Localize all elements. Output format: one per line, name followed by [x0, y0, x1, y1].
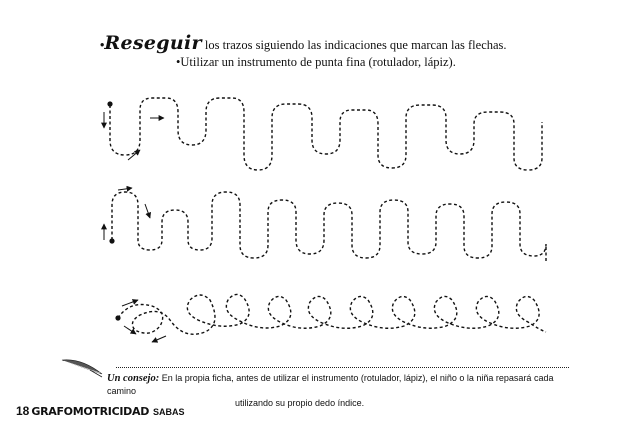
- instruction-bullet: •: [100, 38, 105, 52]
- tracing-row-3[interactable]: [115, 294, 546, 342]
- instruction-line-1-text: los trazos siguiendo las indicaciones que marcan las flechas.: [204, 38, 507, 52]
- book-brand: GRAFOMOTRICIDAD: [31, 405, 150, 418]
- instruction-line-2: •Utilizar un instrumento de punta fina (rotulador, lápiz).: [176, 55, 456, 69]
- tip-divider: [116, 367, 569, 368]
- instruction-lead-word: Reseguir: [104, 32, 202, 54]
- direction-arrow-icon: [124, 326, 136, 334]
- direction-arrow-icon: [128, 150, 140, 160]
- start-dot-icon: [107, 101, 112, 106]
- tracing-row-1[interactable]: [104, 98, 542, 170]
- direction-arrow-icon: [145, 204, 150, 218]
- tracing-row-2[interactable]: [104, 188, 546, 262]
- start-dot-icon: [109, 238, 114, 243]
- tip-text-line-1: En la propia ficha, antes de utilizar el instrumento (rotulador, lápiz), el niño o la niña repasará cada camino: [107, 373, 554, 396]
- direction-arrow-icon: [118, 188, 132, 190]
- start-dot-icon: [115, 315, 120, 320]
- page-number: 18: [16, 404, 30, 418]
- tip-label: Un consejo:: [107, 373, 160, 384]
- direction-arrow-icon: [152, 336, 166, 342]
- tip-text-line-2: utilizando su propio dedo índice.: [235, 398, 365, 408]
- publisher-name: SABAS: [153, 407, 185, 417]
- feather-quill-icon: [60, 356, 104, 378]
- page-footer: [16, 404, 185, 418]
